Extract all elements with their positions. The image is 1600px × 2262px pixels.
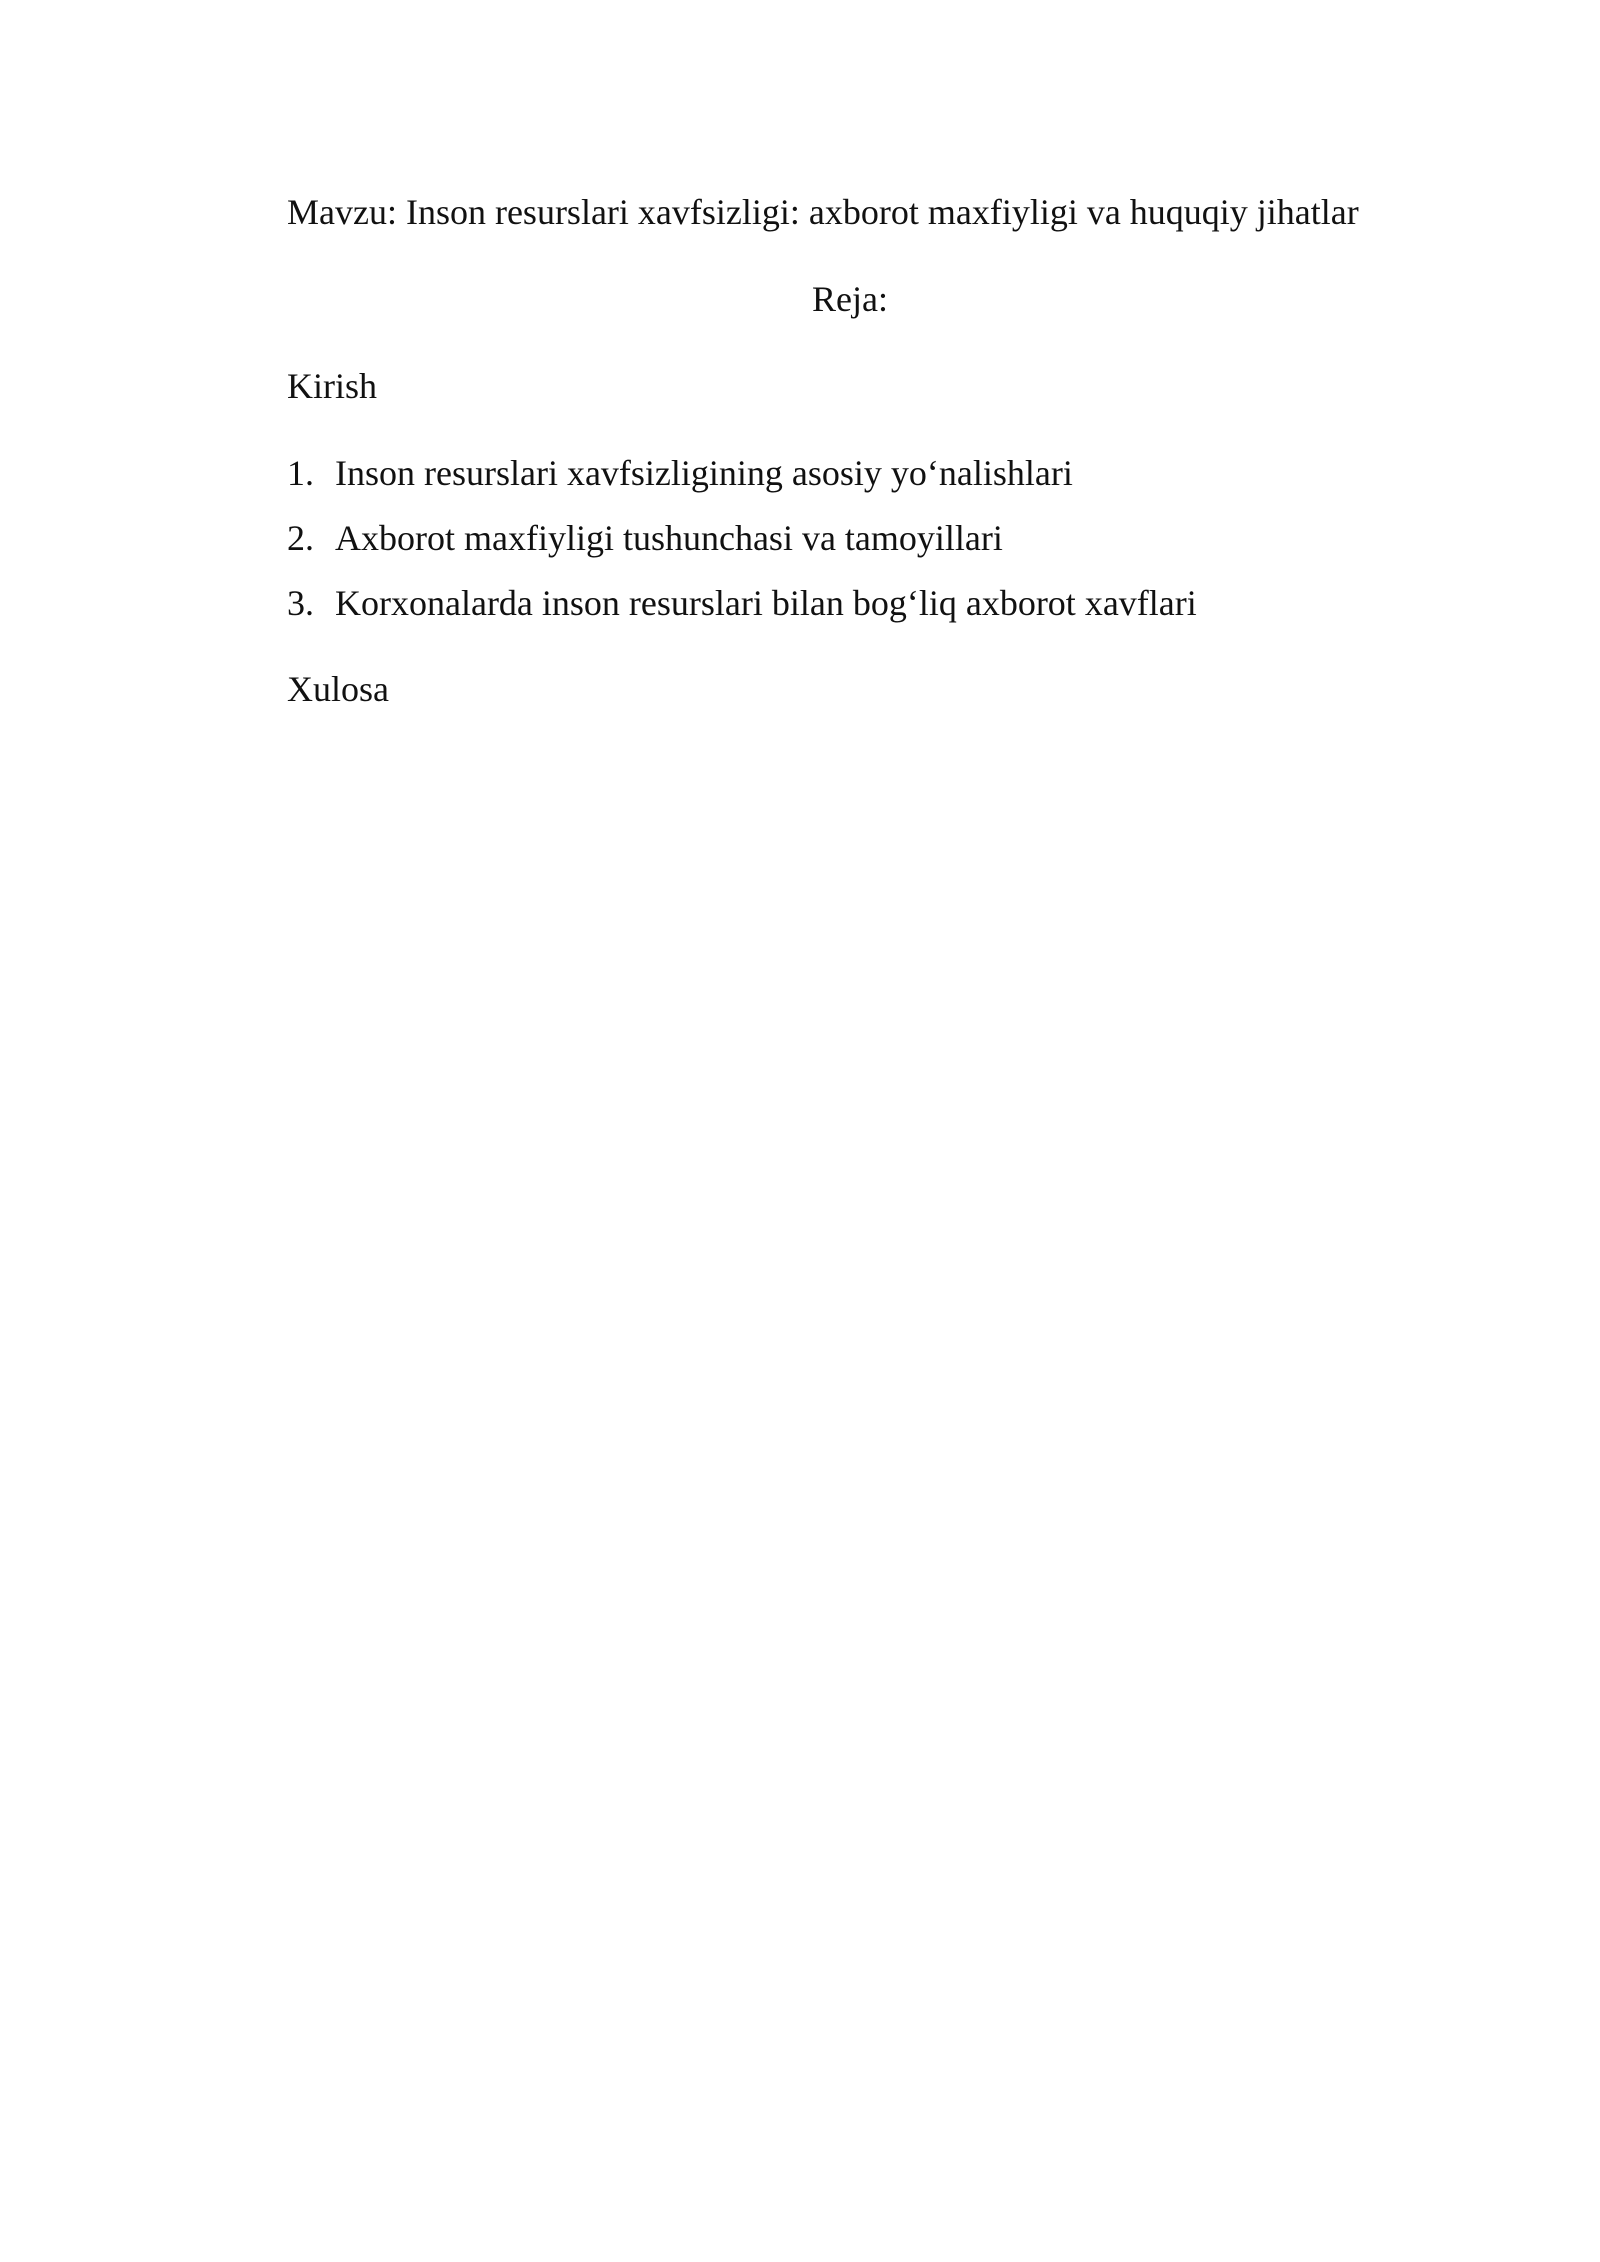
plan-item (287, 579, 1197, 644)
plan-item-number: 3. (287, 583, 314, 623)
document-title: Mavzu: Inson resurslari xavfsizligi: axborot maxfiyligi va huquqiy jihatlar (287, 192, 1359, 232)
plan-heading: Reja: (812, 279, 888, 319)
plan-item (287, 514, 1197, 579)
conclusion-label: Xulosa (287, 669, 389, 709)
plan-item-text: Inson resurslari xavfsizligining asosiy yo‘nalishlari (335, 453, 1073, 493)
intro-label: Kirish (287, 366, 377, 406)
plan-list (287, 449, 1197, 644)
plan-item-number: 2. (287, 518, 314, 558)
plan-item (287, 449, 1197, 514)
plan-item-text: Axborot maxfiyligi tushunchasi va tamoyillari (335, 518, 1003, 558)
plan-item-number: 1. (287, 453, 314, 493)
plan-item-text: Korxonalarda inson resurslari bilan bog‘liq axborot xavflari (335, 583, 1197, 623)
